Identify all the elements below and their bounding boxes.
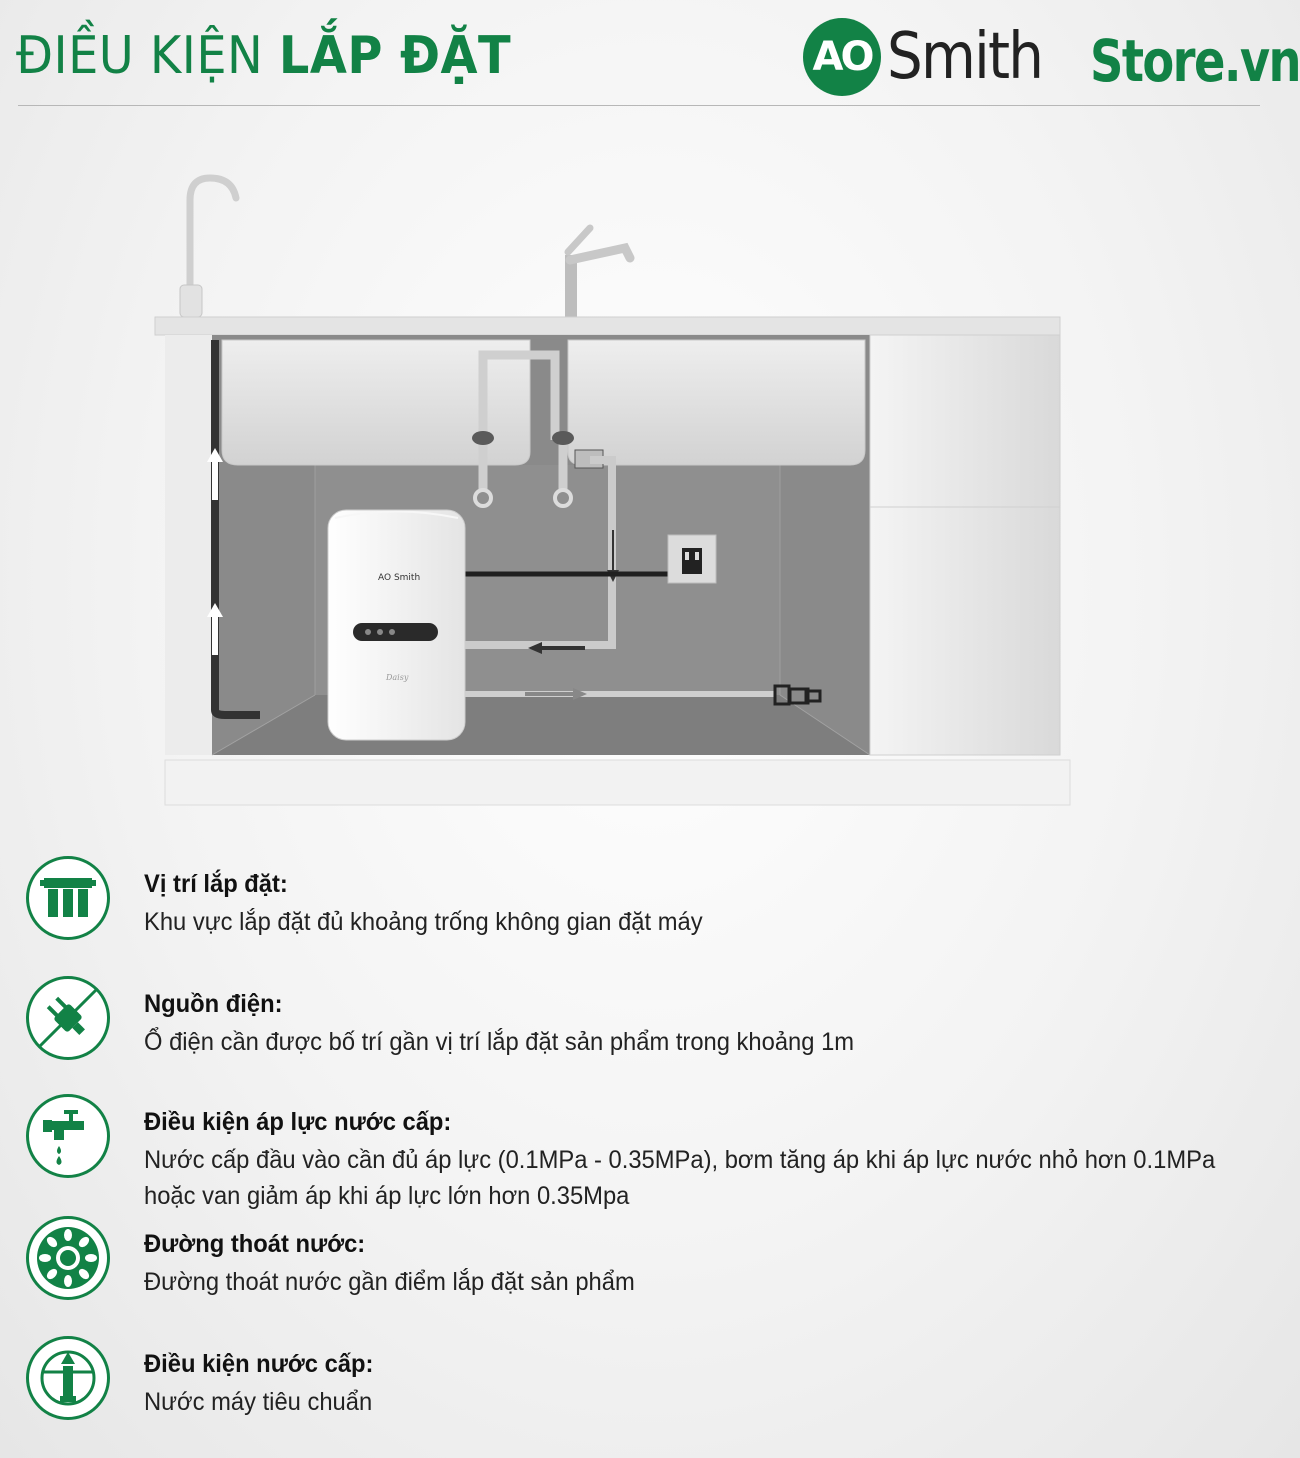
cabinet-floor xyxy=(212,695,870,755)
brand-logo[interactable] xyxy=(803,18,1300,96)
logo-word-store: Store.vn xyxy=(1090,27,1300,95)
title-part-2: LẮP ĐẶT xyxy=(278,26,512,86)
cabinet-left-wall xyxy=(165,335,212,755)
condition-desc: Ổ điện cần được bố trí gần vị trí lắp đặt sản phẩm trong khoảng 1m xyxy=(144,1028,855,1056)
condition-title: Đường thoát nước: xyxy=(144,1230,366,1258)
faucet-icon xyxy=(26,1094,110,1178)
installation-diagram xyxy=(150,160,1080,820)
cabinet-base xyxy=(165,760,1070,805)
unit-brand-label: AO Smith xyxy=(378,573,421,583)
sink-basin-right xyxy=(568,340,865,465)
kitchen-faucet xyxy=(565,228,630,317)
condition-title: Nguồn điện: xyxy=(144,990,283,1018)
header-divider xyxy=(18,105,1260,106)
drain-icon xyxy=(26,1216,110,1300)
cabinet-door-upper xyxy=(870,335,1060,507)
cabinet-door-lower xyxy=(870,507,1060,755)
ro-faucet xyxy=(180,178,236,317)
condition-desc: Đường thoát nước gần điểm lắp đặt sản phẩm xyxy=(144,1268,635,1296)
condition-title: Điều kiện áp lực nước cấp: xyxy=(144,1108,452,1136)
water-quality-icon xyxy=(26,1336,110,1420)
countertop xyxy=(155,317,1060,335)
unit-model-label: Daisy xyxy=(386,673,409,682)
condition-desc: Nước máy tiêu chuẩn xyxy=(144,1388,373,1416)
plug-icon xyxy=(26,976,110,1060)
logo-word-smith: Smith xyxy=(887,20,1043,94)
power-socket xyxy=(668,535,716,583)
title-part-1: ĐIỀU KIỆN xyxy=(16,26,279,86)
logo-mark: AO xyxy=(803,18,881,96)
condition-desc: Khu vực lắp đặt đủ khoảng trống không gian đặt máy xyxy=(144,908,703,936)
condition-title: Điều kiện nước cấp: xyxy=(144,1350,374,1378)
filter-icon xyxy=(26,856,110,940)
condition-desc: Nước cấp đầu vào cần đủ áp lực (0.1MPa - 0.35MPa), bơm tăng áp khi áp lực nước nhỏ hơn 0.1MPa hoặc van giảm áp khi áp lực lớn hơn 0.35Mpa xyxy=(144,1146,1216,1210)
condition-title: Vị trí lắp đặt: xyxy=(144,870,288,898)
ro-purifier-unit xyxy=(328,510,465,740)
page-title xyxy=(16,26,511,86)
